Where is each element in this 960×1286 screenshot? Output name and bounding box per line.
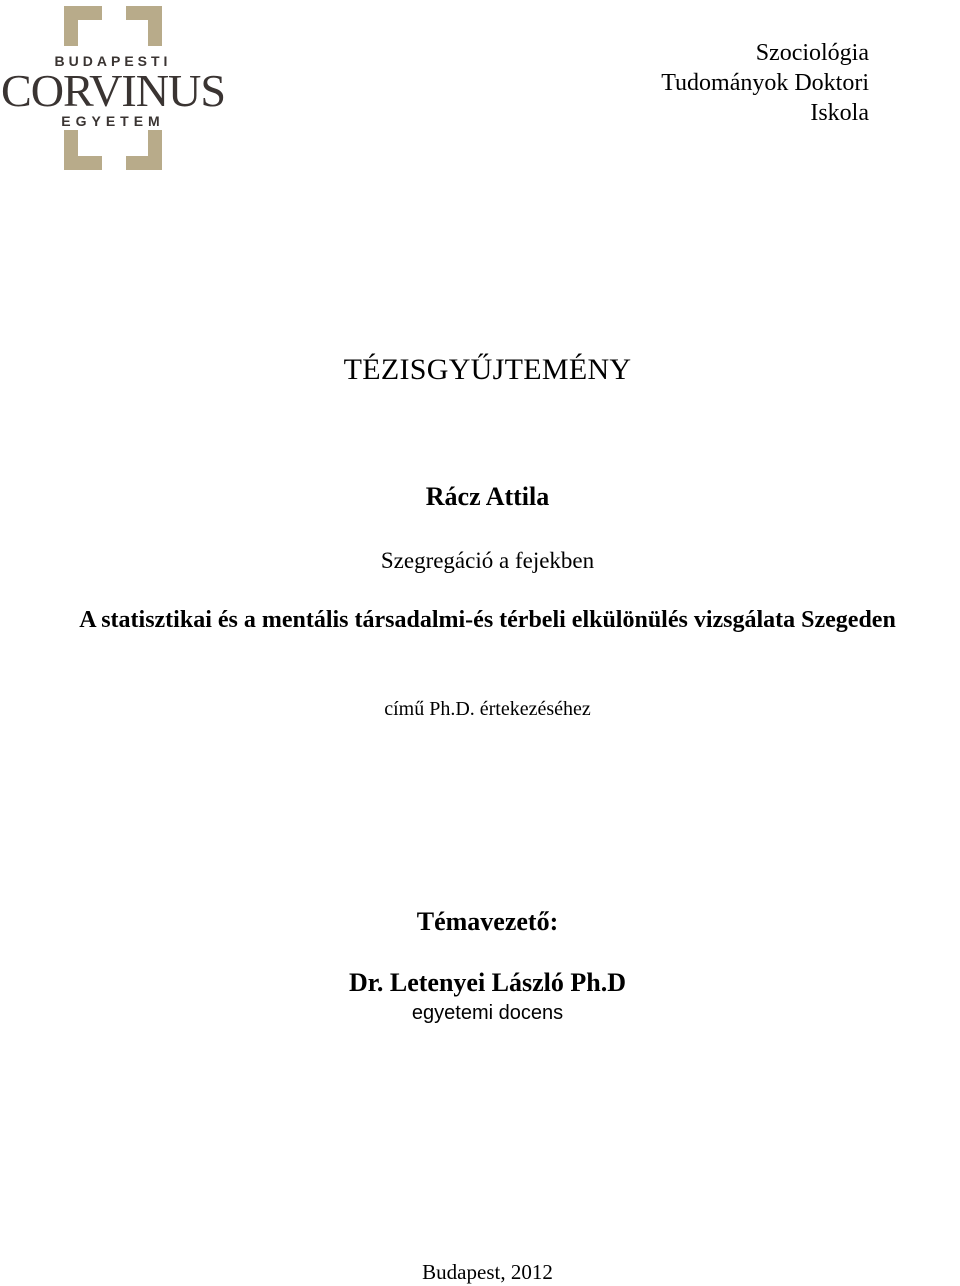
place-and-date: Budapest, 2012 — [422, 1260, 553, 1284]
doctoral-school-name — [661, 38, 869, 128]
logo-top-text: BUDAPESTI — [54, 53, 172, 69]
author-name: Rácz Attila — [425, 482, 550, 511]
logo-main-text: CORVINUS — [1, 65, 225, 116]
school-line: Szociológia — [755, 40, 869, 66]
logo-bottom-text: EGYETEM — [61, 113, 165, 129]
school-line: Tudományok Doktori — [661, 70, 869, 96]
corvinus-logo-graphic — [0, 6, 230, 172]
corvinus-logo — [0, 6, 230, 172]
thesis-description: A statisztikai és a mentális társadalmi-és térbeli elkülönülés vizsgálata Szegeden — [79, 607, 896, 633]
thesis-subtitle: Szegregáció a fejekben — [380, 548, 595, 573]
thesis-type: című Ph.D. értekezéséhez — [384, 698, 591, 720]
school-line: Iskola — [810, 100, 869, 126]
supervisor-role: egyetemi docens — [411, 1002, 564, 1024]
supervisor-name: Dr. Letenyei László Ph.D — [348, 968, 627, 997]
document-title: TÉZISGYŰJTEMÉNY — [343, 353, 632, 386]
supervisor-label: Témavezető: — [416, 907, 559, 936]
